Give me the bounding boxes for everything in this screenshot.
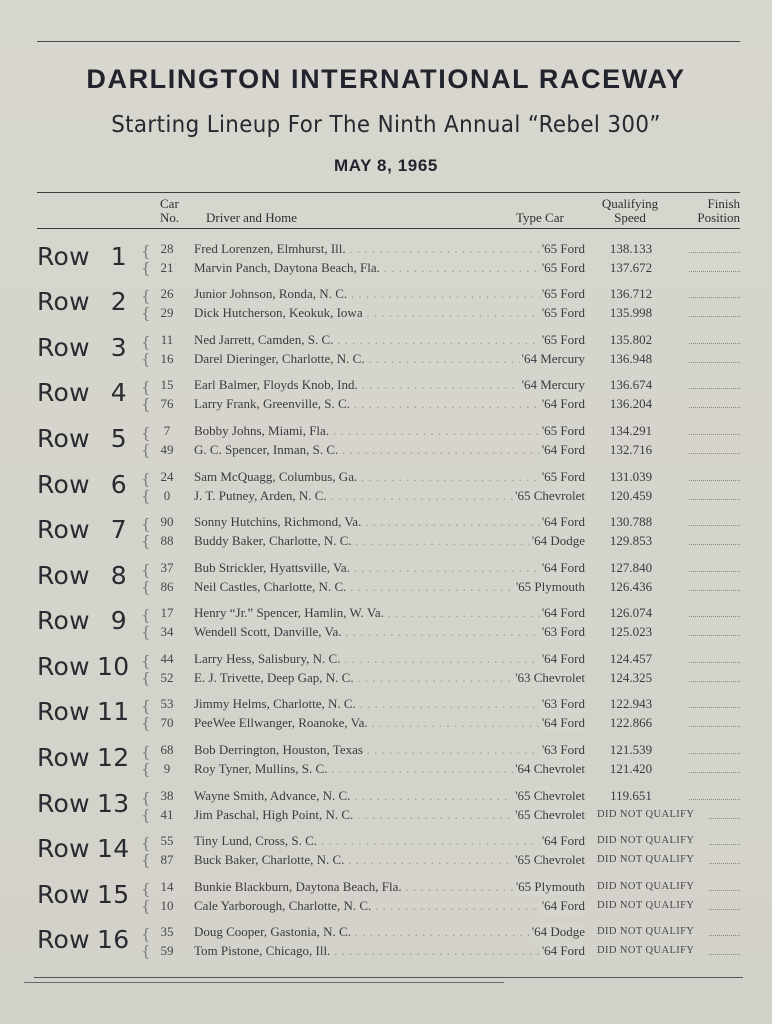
car-number: 87 xyxy=(160,852,174,867)
row-label: Row 10 xyxy=(37,652,130,681)
qualifying-speed: 122.866 xyxy=(609,715,653,730)
car-type: '64 Ford xyxy=(541,396,585,411)
brace-icon: { { xyxy=(141,652,151,687)
finish-position-blank xyxy=(709,935,740,936)
brace-icon: { { xyxy=(141,697,151,732)
finish-position-blank xyxy=(689,297,740,298)
table-row xyxy=(37,604,740,622)
qualifying-speed: 124.325 xyxy=(609,670,653,685)
car-type: '64 Chevrolet xyxy=(515,761,585,776)
table-row xyxy=(37,851,740,869)
lineup-row-10 xyxy=(37,650,740,690)
qualifying-speed: 120.459 xyxy=(609,488,653,503)
finish-position-blank xyxy=(689,388,740,389)
column-header-qualifying-speed: Qualifying Speed xyxy=(601,196,659,225)
car-type: '65 Chevrolet xyxy=(515,852,585,867)
lineup-row-6 xyxy=(37,468,740,508)
table-row xyxy=(37,350,740,368)
qualifying-speed: 134.291 xyxy=(609,423,653,438)
car-type: '63 Ford xyxy=(541,742,585,757)
table-row xyxy=(37,787,740,805)
lineup-row-13 xyxy=(37,787,740,827)
table-row xyxy=(37,578,740,596)
finish-position-blank xyxy=(689,726,740,727)
driver-and-home: Tiny Lund, Cross, S. C. . . . xyxy=(194,832,584,850)
finish-position-blank xyxy=(689,799,740,800)
driver-and-home: Wendell Scott, Danville, Va. . . . xyxy=(194,623,584,641)
car-number: 11 xyxy=(160,332,174,347)
finish-position-blank xyxy=(689,635,740,636)
qualifying-speed: 119.651 xyxy=(610,788,652,803)
driver-and-home: Jim Paschal, High Point, N. C. . . . xyxy=(194,806,584,824)
finish-position-blank xyxy=(689,316,740,317)
lineup-row-16 xyxy=(37,923,740,963)
top-rule xyxy=(37,41,740,42)
car-type: '64 Ford xyxy=(541,605,585,620)
row-label: Row 8 xyxy=(37,561,127,590)
driver-and-home: Neil Castles, Charlotte, N. C. . . . xyxy=(194,578,584,596)
table-row xyxy=(37,285,740,303)
lineup-row-9 xyxy=(37,604,740,644)
table-row xyxy=(37,331,740,349)
row-label: Row 11 xyxy=(37,697,130,726)
car-type: '64 Ford xyxy=(541,560,585,575)
car-number: 70 xyxy=(160,715,174,730)
page-title: DARLINGTON INTERNATIONAL RACEWAY xyxy=(86,64,686,94)
qualifying-speed: 127.840 xyxy=(609,560,653,575)
finish-position-blank xyxy=(689,753,740,754)
brace-icon: { { xyxy=(141,880,151,915)
bottom-rule xyxy=(34,977,743,978)
car-type: '65 Ford xyxy=(541,305,585,320)
car-number: 10 xyxy=(160,898,174,913)
row-label: Row 9 xyxy=(37,606,127,635)
table-row xyxy=(37,513,740,531)
column-header-type-car: Type Car xyxy=(516,210,564,225)
car-number: 0 xyxy=(163,488,171,503)
car-type: '64 Ford xyxy=(541,514,585,529)
row-label: Row 16 xyxy=(37,925,130,954)
driver-and-home: Dick Hutcherson, Keokuk, Iowa . . . xyxy=(194,304,584,322)
driver-and-home: Larry Hess, Salisbury, N. C. . . . xyxy=(194,650,584,668)
table-row xyxy=(37,468,740,486)
table-row xyxy=(37,669,740,687)
driver-and-home: Jimmy Helms, Charlotte, N. C. . . . xyxy=(194,695,584,713)
car-type: '64 Dodge xyxy=(531,533,585,548)
table-row xyxy=(37,240,740,258)
qualifying-speed: DID NOT QUALIFY xyxy=(597,945,695,956)
qualifying-speed: 138.133 xyxy=(609,241,653,256)
driver-and-home: Bob Derrington, Houston, Texas . . . xyxy=(194,741,584,759)
driver-and-home: Bobby Johns, Miami, Fla. . . . xyxy=(194,422,584,440)
car-number: 24 xyxy=(160,469,174,484)
lineup-row-12 xyxy=(37,741,740,781)
car-type: '65 Chevrolet xyxy=(515,488,585,503)
qualifying-speed: 135.998 xyxy=(609,305,653,320)
car-number: 34 xyxy=(160,624,174,639)
qualifying-speed: 126.436 xyxy=(609,579,653,594)
table-row xyxy=(37,714,740,732)
driver-and-home: Bunkie Blackburn, Daytona Beach, Fla. . . . xyxy=(194,878,584,896)
lineup-row-2 xyxy=(37,285,740,325)
table-row xyxy=(37,878,740,896)
driver-and-home: Larry Frank, Greenville, S. C. . . . xyxy=(194,395,584,413)
lineup-row-8 xyxy=(37,559,740,599)
table-row xyxy=(37,695,740,713)
page-subtitle: Starting Lineup For The Ninth Annual “Rebel 300” xyxy=(111,112,661,138)
finish-position-blank xyxy=(689,525,740,526)
qualifying-speed: 135.802 xyxy=(609,332,653,347)
car-type: '65 Ford xyxy=(541,260,585,275)
driver-and-home: Buddy Baker, Charlotte, N. C. . . . xyxy=(194,532,584,550)
finish-position-blank xyxy=(689,571,740,572)
brace-icon: { { xyxy=(141,925,151,960)
car-number: 53 xyxy=(160,696,174,711)
finish-position-blank xyxy=(709,844,740,845)
column-header-driver: Driver and Home xyxy=(206,210,297,225)
car-number: 7 xyxy=(163,423,171,438)
brace-icon: { { xyxy=(141,242,151,277)
car-type: '64 Ford xyxy=(541,651,585,666)
qualifying-speed: DID NOT QUALIFY xyxy=(597,881,695,892)
table-row xyxy=(37,806,740,824)
finish-position-blank xyxy=(689,434,740,435)
car-number: 55 xyxy=(160,833,174,848)
driver-and-home: Henry “Jr.” Spencer, Hamlin, W. Va. . . . xyxy=(194,604,584,622)
qualifying-speed: DID NOT QUALIFY xyxy=(597,809,695,820)
driver-and-home: Bub Strickler, Hyattsville, Va. . . . xyxy=(194,559,584,577)
qualifying-speed: DID NOT QUALIFY xyxy=(597,854,695,865)
brace-icon: { { xyxy=(141,561,151,596)
lineup-row-15 xyxy=(37,878,740,918)
car-type: '63 Chevrolet xyxy=(515,670,585,685)
qualifying-speed: 132.716 xyxy=(609,442,653,457)
car-type: '65 Chevrolet xyxy=(515,807,585,822)
driver-and-home: G. C. Spencer, Inman, S. C. . . . xyxy=(194,441,584,459)
brace-icon: { { xyxy=(141,606,151,641)
table-row xyxy=(37,760,740,778)
driver-and-home: Fred Lorenzen, Elmhurst, Ill. . . . xyxy=(194,240,584,258)
car-number: 41 xyxy=(160,807,174,822)
car-number: 68 xyxy=(160,742,174,757)
table-row xyxy=(37,623,740,641)
driver-and-home: Doug Cooper, Gastonia, N. C. . . . xyxy=(194,923,584,941)
finish-position-blank xyxy=(689,271,740,272)
car-type: '65 Ford xyxy=(541,423,585,438)
car-type: '65 Plymouth xyxy=(515,579,585,594)
row-label: Row 15 xyxy=(37,880,130,909)
driver-and-home: Marvin Panch, Daytona Beach, Fla. . . . xyxy=(194,259,584,277)
table-row xyxy=(37,441,740,459)
car-type: '65 Ford xyxy=(541,332,585,347)
qualifying-speed: 121.420 xyxy=(609,761,653,776)
car-type: '64 Ford xyxy=(541,715,585,730)
finish-position-blank xyxy=(709,909,740,910)
row-label: Row 3 xyxy=(37,333,127,362)
lineup-row-7 xyxy=(37,513,740,553)
column-header-finish-position: Finish Position xyxy=(697,196,740,225)
brace-icon: { { xyxy=(141,470,151,505)
row-label: Row 4 xyxy=(37,378,127,407)
table-row xyxy=(37,942,740,960)
column-header-car-no: Car No. xyxy=(160,196,180,225)
driver-and-home: Buck Baker, Charlotte, N. C. . . . xyxy=(194,851,584,869)
lineup-row-1 xyxy=(37,240,740,280)
row-label: Row 12 xyxy=(37,743,130,772)
finish-position-blank xyxy=(689,362,740,363)
driver-and-home: Sonny Hutchins, Richmond, Va. . . . xyxy=(194,513,584,531)
finish-position-blank xyxy=(689,407,740,408)
qualifying-speed: 136.948 xyxy=(609,351,653,366)
row-label: Row 14 xyxy=(37,834,130,863)
lineup-row-14 xyxy=(37,832,740,872)
brace-icon: { { xyxy=(141,743,151,778)
driver-and-home: Cale Yarborough, Charlotte, N. C. . . . xyxy=(194,897,584,915)
car-number: 29 xyxy=(160,305,174,320)
qualifying-speed: 125.023 xyxy=(609,624,653,639)
lineup-row-4 xyxy=(37,376,740,416)
qualifying-speed: 129.853 xyxy=(609,533,653,548)
qualifying-speed: 130.788 xyxy=(609,514,653,529)
finish-position-blank xyxy=(689,544,740,545)
table-row xyxy=(37,259,740,277)
qualifying-speed: 137.672 xyxy=(609,260,653,275)
table-row xyxy=(37,487,740,505)
car-number: 88 xyxy=(160,533,174,548)
row-label: Row 5 xyxy=(37,424,127,453)
table-row xyxy=(37,304,740,322)
finish-position-blank xyxy=(689,499,740,500)
qualifying-speed: 124.457 xyxy=(609,651,653,666)
bottom-rule-secondary xyxy=(24,982,504,983)
car-type: '65 Ford xyxy=(541,286,585,301)
qualifying-speed: 126.074 xyxy=(609,605,653,620)
car-number: 17 xyxy=(160,605,174,620)
brace-icon: { { xyxy=(141,424,151,459)
qualifying-speed: 131.039 xyxy=(609,469,653,484)
finish-position-blank xyxy=(709,890,740,891)
driver-and-home: Junior Johnson, Ronda, N. C. . . . xyxy=(194,285,584,303)
car-number: 16 xyxy=(160,351,174,366)
car-type: '65 Ford xyxy=(541,469,585,484)
row-label: Row 7 xyxy=(37,515,127,544)
car-type: '63 Ford xyxy=(541,696,585,711)
car-number: 21 xyxy=(160,260,174,275)
driver-and-home: Earl Balmer, Floyds Knob, Ind. . . . xyxy=(194,376,584,394)
car-type: '64 Mercury xyxy=(521,377,585,392)
car-number: 59 xyxy=(160,943,174,958)
car-type: '64 Mercury xyxy=(521,351,585,366)
lineup-row-11 xyxy=(37,695,740,735)
qualifying-speed: DID NOT QUALIFY xyxy=(597,835,695,846)
driver-and-home: J. T. Putney, Arden, N. C. . . . xyxy=(194,487,584,505)
row-label: Row 1 xyxy=(37,242,127,271)
car-number: 35 xyxy=(160,924,174,939)
brace-icon: { { xyxy=(141,515,151,550)
finish-position-blank xyxy=(709,954,740,955)
car-number: 44 xyxy=(160,651,174,666)
car-number: 86 xyxy=(160,579,174,594)
finish-position-blank xyxy=(709,818,740,819)
qualifying-speed: 122.943 xyxy=(609,696,653,711)
qualifying-speed: 121.539 xyxy=(609,742,653,757)
table-row xyxy=(37,376,740,394)
finish-position-blank xyxy=(689,681,740,682)
car-type: '64 Dodge xyxy=(531,924,585,939)
lineup-row-3 xyxy=(37,331,740,371)
row-label: Row 13 xyxy=(37,789,130,818)
finish-position-blank xyxy=(709,863,740,864)
table-row xyxy=(37,741,740,759)
car-type: '65 Plymouth xyxy=(515,879,585,894)
car-number: 38 xyxy=(160,788,174,803)
lineup-row-5 xyxy=(37,422,740,462)
header-top-rule xyxy=(37,192,740,193)
car-number: 9 xyxy=(163,761,171,776)
finish-position-blank xyxy=(689,616,740,617)
brace-icon: { { xyxy=(141,789,151,824)
finish-position-blank xyxy=(689,590,740,591)
table-row xyxy=(37,532,740,550)
brace-icon: { { xyxy=(141,287,151,322)
driver-and-home: Tom Pistone, Chicago, Ill. . . . xyxy=(194,942,584,960)
driver-and-home: E. J. Trivette, Deep Gap, N. C. . . . xyxy=(194,669,584,687)
driver-and-home: PeeWee Ellwanger, Roanoke, Va. . . . xyxy=(194,714,584,732)
table-row xyxy=(37,422,740,440)
car-number: 49 xyxy=(160,442,174,457)
car-number: 52 xyxy=(160,670,174,685)
car-type: '64 Ford xyxy=(541,898,585,913)
table-row xyxy=(37,832,740,850)
car-number: 15 xyxy=(160,377,174,392)
car-type: '65 Ford xyxy=(541,241,585,256)
table-row xyxy=(37,650,740,668)
driver-and-home: Wayne Smith, Advance, N. C. . . . xyxy=(194,787,584,805)
car-number: 90 xyxy=(160,514,174,529)
finish-position-blank xyxy=(689,480,740,481)
qualifying-speed: 136.204 xyxy=(609,396,653,411)
driver-and-home: Roy Tyner, Mullins, S. C. . . . xyxy=(194,760,584,778)
table-row xyxy=(37,559,740,577)
brace-icon: { { xyxy=(141,378,151,413)
finish-position-blank xyxy=(689,707,740,708)
finish-position-blank xyxy=(689,453,740,454)
car-type: '64 Ford xyxy=(541,943,585,958)
car-type: '64 Ford xyxy=(541,442,585,457)
table-row xyxy=(37,897,740,915)
brace-icon: { { xyxy=(141,333,151,368)
finish-position-blank xyxy=(689,662,740,663)
qualifying-speed: 136.674 xyxy=(609,377,653,392)
qualifying-speed: DID NOT QUALIFY xyxy=(597,900,695,911)
finish-position-blank xyxy=(689,772,740,773)
driver-and-home: Ned Jarrett, Camden, S. C. . . . xyxy=(194,331,584,349)
car-number: 28 xyxy=(160,241,174,256)
qualifying-speed: 136.712 xyxy=(609,286,653,301)
car-type: '64 Ford xyxy=(541,833,585,848)
brace-icon: { { xyxy=(141,834,151,869)
table-row xyxy=(37,923,740,941)
header-bottom-rule xyxy=(37,228,740,229)
car-number: 76 xyxy=(160,396,174,411)
finish-position-blank xyxy=(689,252,740,253)
car-number: 37 xyxy=(160,560,174,575)
car-type: '65 Chevrolet xyxy=(515,788,585,803)
car-number: 26 xyxy=(160,286,174,301)
row-label: Row 6 xyxy=(37,470,127,499)
driver-and-home: Darel Dieringer, Charlotte, N. C. . . . xyxy=(194,350,584,368)
finish-position-blank xyxy=(689,343,740,344)
race-date: MAY 8, 1965 xyxy=(334,156,438,175)
car-type: '63 Ford xyxy=(541,624,585,639)
car-number: 14 xyxy=(160,879,174,894)
driver-and-home: Sam McQuagg, Columbus, Ga. . . . xyxy=(194,468,584,486)
table-row xyxy=(37,395,740,413)
row-label: Row 2 xyxy=(37,287,127,316)
qualifying-speed: DID NOT QUALIFY xyxy=(597,926,695,937)
